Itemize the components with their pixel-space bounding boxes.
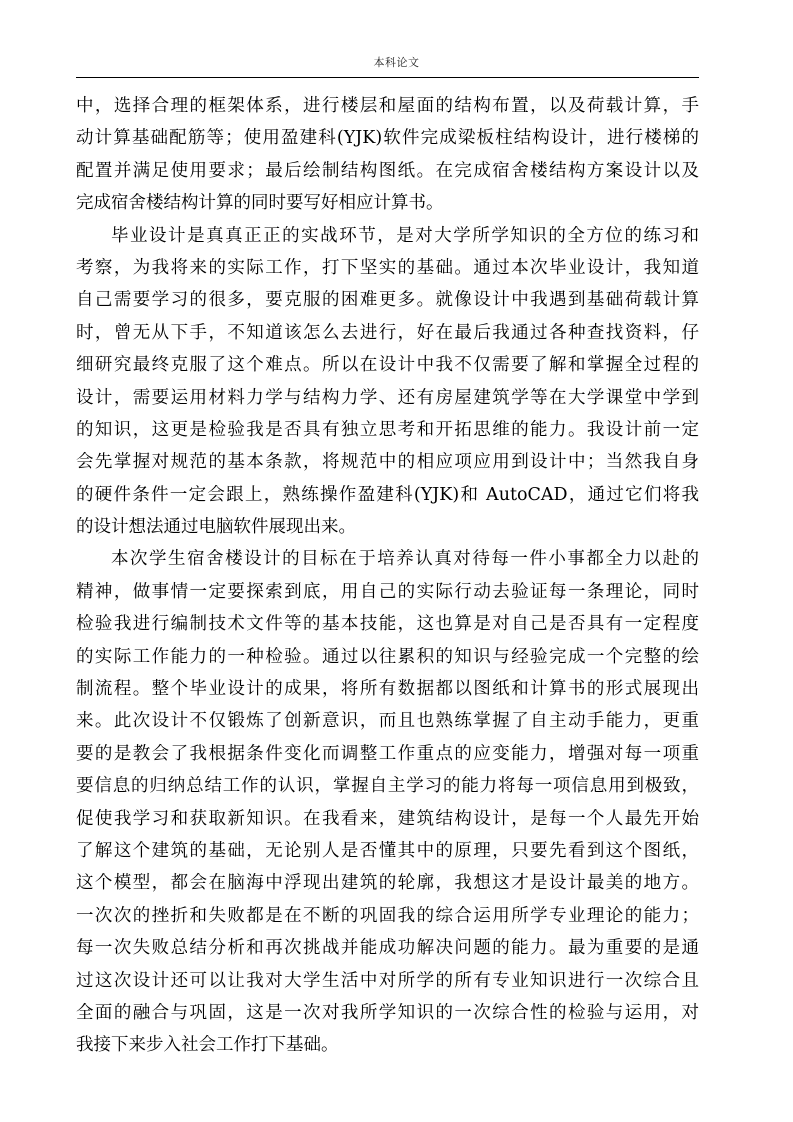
text-line: 了解这个建筑的基础，无论别人是否懂其中的原理，只要先看到这个图纸， (76, 840, 699, 861)
text-line: 动计算基础配筋等；使用盈建科(YJK)软件完成梁板柱结构设计，进行楼梯的 (76, 128, 699, 149)
text-line: 精神，做事情一定要探索到底，用自己的实际行动去验证每一条理论，同时 (76, 581, 699, 602)
text-line: 每一次失败总结分析和再次挑战并能成功解决问题的能力。最为重要的是通 (76, 938, 699, 959)
body-text (76, 90, 699, 1062)
text-line: 检验我进行编制技术文件等的基本技能，这也算是对自己是否具有一定程度 (76, 614, 699, 635)
text-line: 时，曾无从下手，不知道该怎么去进行，好在最后我通过各种查找资料，仔 (76, 322, 699, 343)
text-line: 的硬件条件一定会跟上，熟练操作盈建科(YJK)和 AutoCAD，通过它们将我 (76, 484, 699, 505)
text-line: 我接下来步入社会工作打下基础。 (76, 1035, 339, 1056)
text-line: 制流程。整个毕业设计的成果，将所有数据都以图纸和计算书的形式展现出 (76, 679, 699, 700)
text-line: 完成宿舍楼结构计算的同时要写好相应计算书。 (76, 193, 444, 214)
text-line: 来。此次设计不仅锻炼了创新意识，而且也熟练掌握了自主动手能力，更重 (76, 711, 699, 732)
text-line: 这个模型，都会在脑海中浮现出建筑的轮廓，我想这才是设计最美的地方。 (76, 873, 699, 894)
text-line: 要的是教会了我根据条件变化而调整工作重点的应变能力，增强对每一项重 (76, 743, 699, 764)
text-line: 考察，为我将来的实际工作，打下坚实的基础。通过本次毕业设计，我知道 (76, 257, 699, 278)
text-line: 的知识，这更是检验我是否具有独立思考和开拓思维的能力。我设计前一定 (76, 419, 699, 440)
text-line: 中，选择合理的框架体系，进行楼层和屋面的结构布置，以及荷载计算，手 (76, 96, 699, 116)
text-line: 一次次的挫折和失败都是在不断的巩固我的综合运用所学专业理论的能力； (76, 905, 699, 926)
text-line: 本次学生宿舍楼设计的目标在于培养认真对待每一件小事都全力以赴的 (111, 549, 699, 570)
text-line: 的设计想法通过电脑软件展现出来。 (76, 517, 356, 538)
running-header: 本科论文 (373, 56, 420, 69)
text-line: 自己需要学习的很多，要克服的困难更多。就像设计中我遇到基础荷载计算 (76, 290, 699, 311)
text-line: 细研究最终克服了这个难点。所以在设计中我不仅需要了解和掌握全过程的 (76, 355, 699, 376)
text-line: 会先掌握对规范的基本条款，将规范中的相应项应用到设计中；当然我自身 (76, 452, 699, 473)
header-divider (76, 77, 699, 78)
text-line: 促使我学习和获取新知识。在我看来，建筑结构设计，是每一个人最先开始 (76, 808, 699, 829)
text-line: 设计，需要运用材料力学与结构力学、还有房屋建筑学等在大学课堂中学到 (76, 387, 699, 408)
text-line: 的实际工作能力的一种检验。通过以往累积的知识与经验完成一个完整的绘 (76, 646, 699, 667)
text-line: 过这次设计还可以让我对大学生活中对所学的所有专业知识进行一次综合且 (76, 970, 699, 991)
text-line: 毕业设计是真真正正的实战环节，是对大学所学知识的全方位的练习和 (111, 225, 699, 246)
text-line: 要信息的归纳总结工作的认识，掌握自主学习的能力将每一项信息用到极致， (76, 776, 699, 797)
text-line: 全面的融合与巩固，这是一次对我所学知识的一次综合性的检验与运用，对 (76, 1002, 699, 1023)
text-line: 配置并满足使用要求；最后绘制结构图纸。在完成宿舍楼结构方案设计以及 (76, 160, 699, 181)
